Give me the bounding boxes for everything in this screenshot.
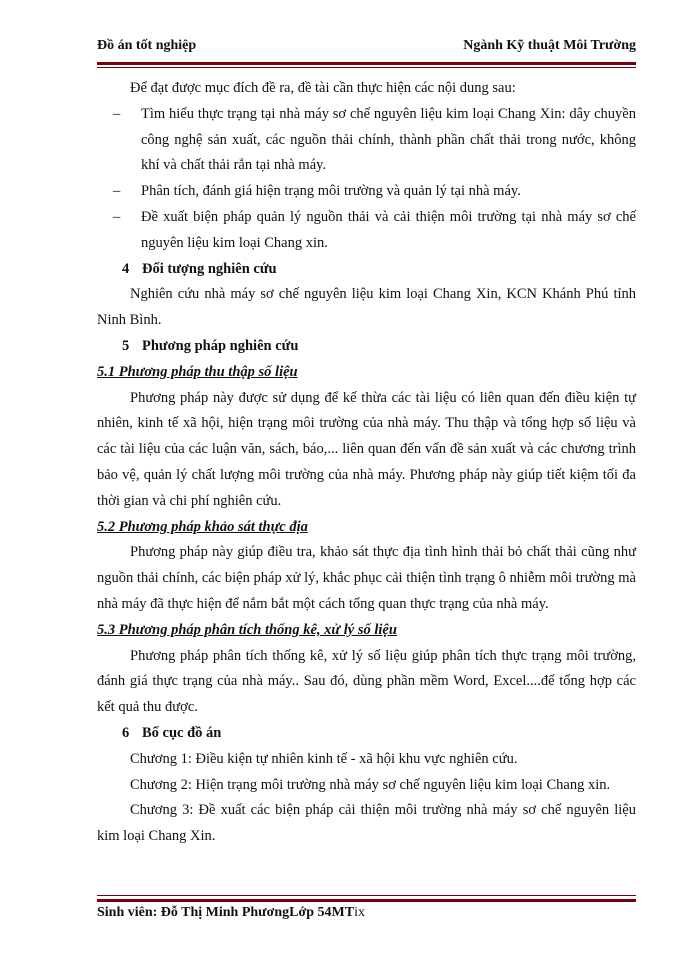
bullet-text: Phân tích, đánh giá hiện trạng môi trường và quản lý tại nhà máy. [141,183,521,200]
subsection-5-2-text: Phương pháp này giúp điều tra, khảo sát thực địa tình hình thải bỏ chất thải cũng như nguồn thải chính, các biện pháp xử lý, khắc phục cải thiện tình trạng ô nhiễm môi trường mà nhà máy đã thực hiện để nắm bắt một cách tổng quan thực trạng của nhà máy. [97,544,636,612]
footer-rule-thick [97,899,636,902]
page-header [97,38,636,54]
chapter-3: Chương 3: Đề xuất các biện pháp cải thiện môi trường nhà máy sơ chế nguyên liệu kim loại Chang Xin. [97,802,636,845]
bullet-item [97,102,636,179]
subsection-5-3-text: Phương pháp phân tích thống kê, xử lý số liệu giúp phân tích thực trạng môi trường, đánh giá thực trạng của nhà máy.. Sau đó, dùng phần mềm Word, Excel....để tổng hợp các kết quả thu được. [97,647,636,716]
section-number: 5 [122,337,130,354]
section-number: 4 [122,260,130,277]
bullet-dash: – [113,105,121,122]
section-title: Đối tượng nghiên cứu [142,260,277,277]
intro-paragraph: Để đạt được mục đích đề ra, đề tài cần thực hiện các nội dung sau: [130,80,516,96]
footer-rule-thin [97,895,636,896]
page-number: ix [354,905,365,920]
section-4-text: Nghiên cứu nhà máy sơ chế nguyên liệu kim loại Chang Xin, KCN Khánh Phú tỉnh Ninh Bình. [97,286,636,329]
subsection-title: 5.3 Phương pháp phân tích thống kê, xử lý số liệu [97,621,397,638]
bullet-item [97,205,636,257]
header-left: Đồ án tốt nghiệp [97,38,197,53]
header-rule-thin [97,67,636,68]
bullet-text: Tìm hiểu thực trạng tại nhà máy sơ chế nguyên liệu kim loại Chang Xin: dây chuyền công nghệ sản xuất, các nguồn thải chính, thành phần chất thải trong nước, không khí và chất thải rắn tại nhà máy. [141,105,636,174]
chapter-1: Chương 1: Điều kiện tự nhiên kinh tế - xã hội khu vực nghiên cứu. [130,750,518,767]
bullet-text: Đề xuất biện pháp quản lý nguồn thải và cải thiện môi trường tại nhà máy sơ chế nguyên liệu kim loại Chang xin. [141,208,636,251]
section-title: Phương pháp nghiên cứu [142,337,299,354]
page-body [97,76,636,850]
section-4-heading [97,257,636,283]
bullet-dash: – [113,183,121,200]
chapter-2: Chương 2: Hiện trạng môi trường nhà máy sơ chế nguyên liệu kim loại Chang xin. [130,776,611,793]
subsection-5-3-heading [97,618,636,644]
subsection-5-2-heading [97,515,636,541]
page-footer [97,905,365,921]
subsection-5-1-heading [97,360,636,386]
section-6-heading [97,721,636,747]
header-rule-thick [97,62,636,65]
subsection-title: 5.1 Phương pháp thu thập số liệu [97,363,298,380]
subsection-5-1-text: Phương pháp này được sử dụng để kế thừa các tài liệu có liên quan đến điều kiện tự nhiên, kinh tế xã hội, hiện trạng môi trường của nhà máy. Thu thập và tổng hợp số liệu và các tài liệu của các luận văn, sách, báo,... liên quan đến vấn đề sản xuất và các chương trình bảo vệ, quản lý chất lượng môi trường của nhà máy. Phương pháp này giúp tiết kiệm tối đa thời gian và chi phí nghiên cứu. [97,389,636,509]
header-right: Ngành Kỹ thuật Môi Trường [463,38,636,53]
bullet-dash: – [113,208,121,225]
section-number: 6 [122,724,130,741]
section-title: Bố cục đồ án [142,724,222,741]
section-5-heading [97,334,636,360]
subsection-title: 5.2 Phương pháp khảo sát thực địa [97,518,308,535]
bullet-item [97,179,636,205]
footer-author: Sinh viên: Đỗ Thị Minh PhươngLớp 54MT [97,905,355,920]
